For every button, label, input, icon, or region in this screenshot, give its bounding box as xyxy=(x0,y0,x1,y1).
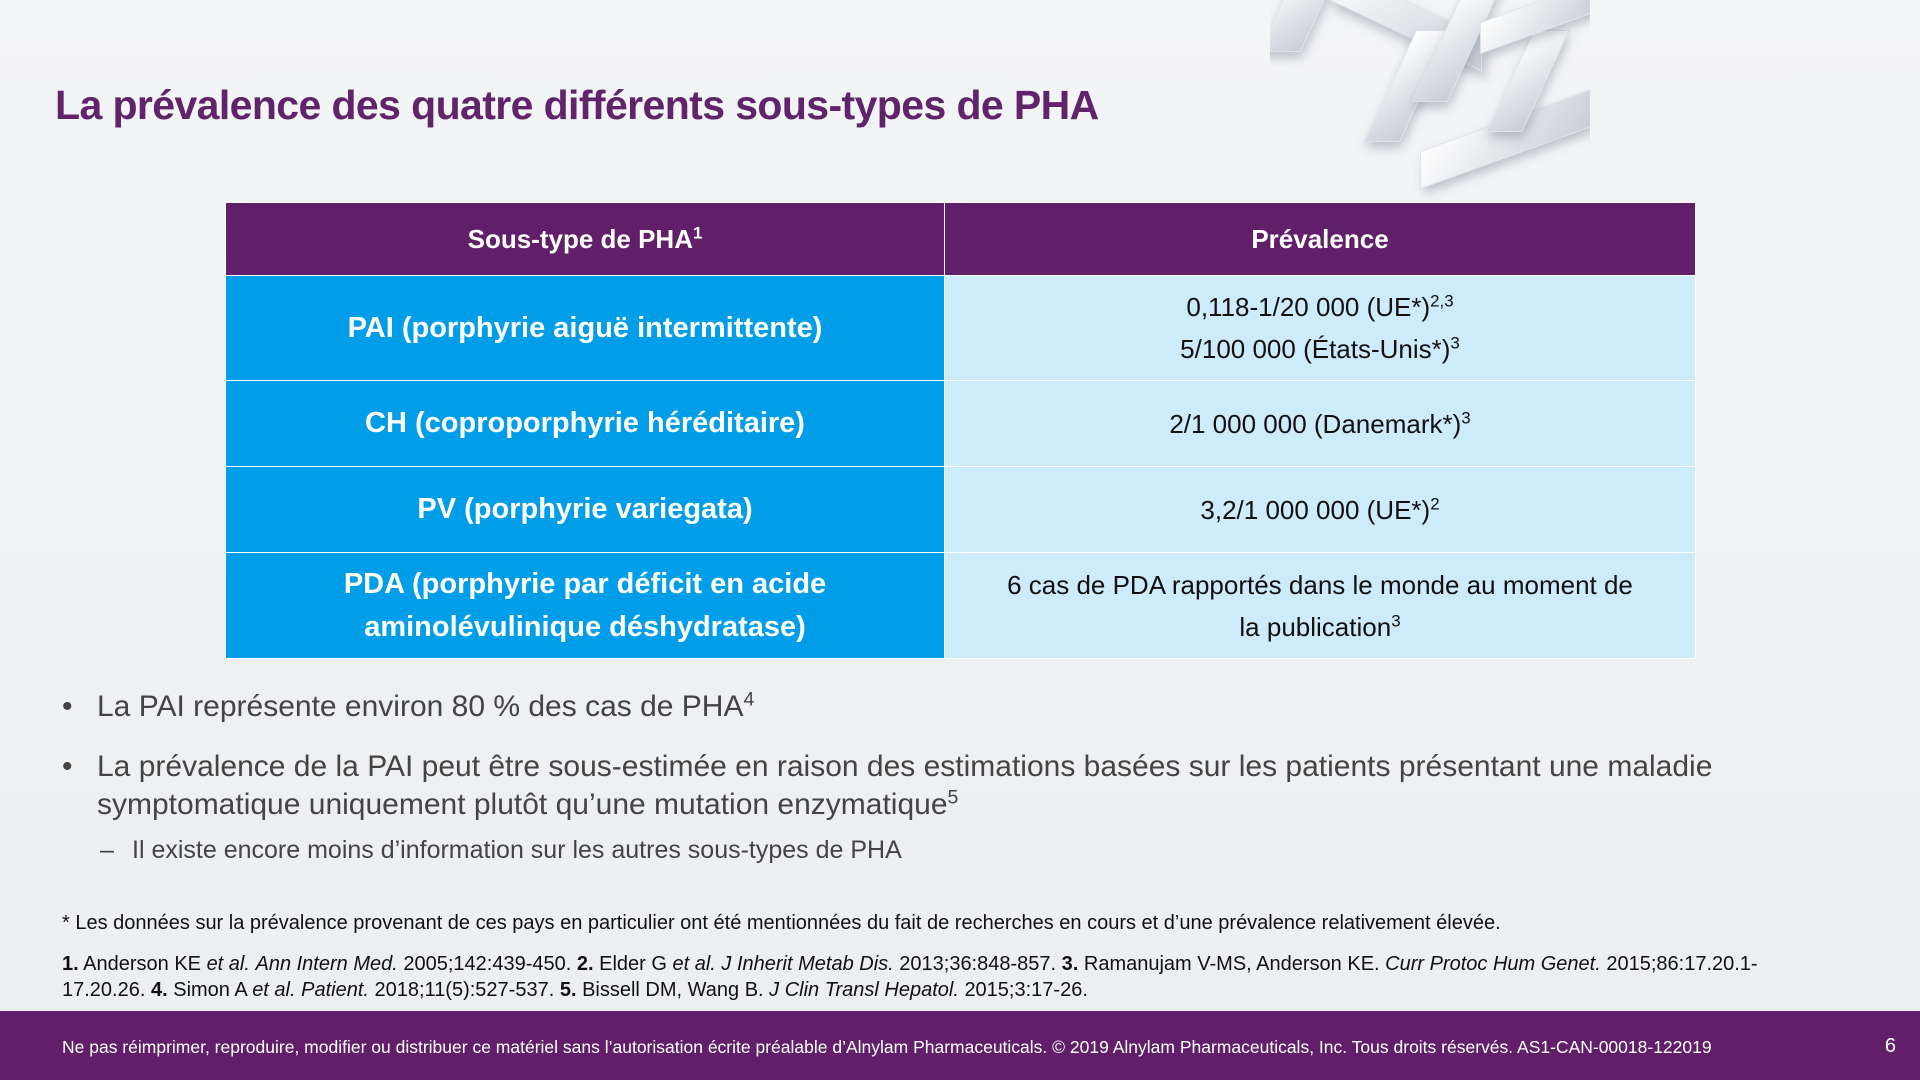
table-row xyxy=(226,467,1696,553)
bullet-text: La prévalence de la PAI peut être sous-estimée en raison des estimations basées sur les patients présentant une maladie xyxy=(97,750,1713,783)
bullet-text: symptomatique uniquement plutôt qu’une mutation enzymatique xyxy=(97,788,948,821)
reference-item xyxy=(62,953,571,975)
ref-journal: Ann Intern Med. xyxy=(255,953,398,975)
prevalence-cell xyxy=(945,276,1696,381)
footnote: * Les données sur la prévalence provenant de ces pays en particulier ont été mentionnées du fait de recherches en cours et d’une prévalence relativement élevée. xyxy=(62,912,1501,934)
header-prevalence: Prévalence xyxy=(945,203,1696,276)
bullet-item xyxy=(62,688,1862,726)
table-header-row xyxy=(226,203,1696,276)
prevalence-cell xyxy=(945,381,1696,467)
ref-sup: 3 xyxy=(1450,333,1460,353)
ref-authors: Ramanujam V-MS, Anderson KE. xyxy=(1083,953,1380,975)
ref-etal: et al. xyxy=(206,953,250,975)
ref-number: 3. xyxy=(1061,953,1079,975)
table-row xyxy=(226,276,1696,381)
ref-sup: 5 xyxy=(947,786,959,809)
legal-notice: Ne pas réimprimer, reproduire, modifier ou distribuer ce matériel sans l’autorisation écrite préalable d’Alnylam Pharmaceuticals. © 2019 Alnylam Pharmaceuticals, Inc. Tous droits réservés. AS1-CAN-00018-122019 xyxy=(62,1037,1712,1057)
subtype-cell: CH (coproporphyrie héréditaire) xyxy=(226,381,945,467)
bullet-line xyxy=(97,786,1862,824)
ref-details: 2015;3:17-26. xyxy=(964,979,1088,1001)
header-subtype xyxy=(226,203,945,276)
header-subtype-ref: 1 xyxy=(692,223,703,243)
table-row xyxy=(226,381,1696,467)
reference-item xyxy=(560,979,1088,1001)
prevalence-table xyxy=(225,202,1696,659)
ref-details: 2018;11(5):527-537. xyxy=(374,979,555,1001)
reference-item xyxy=(151,979,554,1001)
ref-authors: Anderson KE xyxy=(83,953,201,975)
sub-bullet-text: Il existe encore moins d’information sur les autres sous-types de PHA xyxy=(132,836,902,864)
prevalence-line xyxy=(946,286,1694,328)
ref-number: 4. xyxy=(150,979,168,1001)
slide-title: La prévalence des quatre différents sous-types de PHA xyxy=(55,82,1099,128)
subtype-line: aminolévulinique déshydratase) xyxy=(364,610,806,643)
subtype-line: PDA (porphyrie par déficit en acide xyxy=(343,567,827,600)
prevalence-cell xyxy=(945,553,1696,659)
prevalence-text: 6 cas de PDA rapportés dans le monde au moment de xyxy=(1007,569,1633,600)
prevalence-line xyxy=(946,606,1694,648)
maze-decoration xyxy=(1270,0,1590,200)
prevalence-line xyxy=(946,328,1694,370)
ref-journal: Patient. xyxy=(301,979,369,1001)
ref-sup: 3 xyxy=(1391,611,1401,631)
ref-details: 2015;86:17.20.1-17.20.26. xyxy=(62,953,1758,1001)
ref-authors: Simon A xyxy=(173,979,247,1001)
prevalence-text: 0,118-1/20 000 (UE*) xyxy=(1186,292,1431,322)
table-row xyxy=(226,553,1696,659)
prevalence-text: 5/100 000 (États-Unis*) xyxy=(1180,334,1451,364)
ref-number: 1. xyxy=(62,953,79,975)
prevalence-text: 3,2/1 000 000 (UE*) xyxy=(1200,494,1431,525)
sub-bullet-item xyxy=(62,834,1862,866)
ref-authors: Elder G xyxy=(599,953,667,975)
ref-number: 2. xyxy=(576,953,594,975)
ref-sup: 2 xyxy=(1430,494,1440,514)
prevalence-cell xyxy=(945,467,1696,553)
bullet-icon: • xyxy=(62,750,73,783)
bullet-list xyxy=(62,688,1862,866)
ref-details: 2013;36:848-857. xyxy=(899,953,1057,975)
bullet-icon: • xyxy=(62,690,73,723)
ref-details: 2005;142:439-450. xyxy=(403,953,572,975)
ref-sup: 3 xyxy=(1461,408,1471,428)
bullet-text: La PAI représente environ 80 % des cas de PHA xyxy=(97,690,744,723)
prevalence-text: la publication xyxy=(1239,611,1392,642)
reference-item xyxy=(577,953,1056,975)
ref-journal: Curr Protoc Hum Genet. xyxy=(1385,953,1601,975)
subtype-cell xyxy=(226,553,945,659)
ref-sup: 4 xyxy=(743,688,755,711)
ref-number: 5. xyxy=(559,979,577,1001)
page-number: 6 xyxy=(1884,1035,1896,1057)
ref-authors: Bissell DM, Wang B. xyxy=(582,979,764,1001)
bullet-item xyxy=(62,748,1862,824)
ref-journal: J Clin Transl Hepatol. xyxy=(769,979,959,1001)
footer-bar xyxy=(0,1011,1920,1080)
subtype-cell: PAI (porphyrie aiguë intermittente) xyxy=(226,276,945,381)
ref-sup: 2,3 xyxy=(1430,291,1454,311)
references xyxy=(62,951,1762,1003)
dash-icon: – xyxy=(100,836,114,864)
ref-etal: et al. xyxy=(252,979,296,1001)
ref-journal: J Inherit Metab Dis. xyxy=(721,953,894,975)
header-subtype-text: Sous-type de PHA xyxy=(467,223,693,254)
prevalence-text: 2/1 000 000 (Danemark*) xyxy=(1169,408,1462,439)
subtype-cell: PV (porphyrie variegata) xyxy=(226,467,945,553)
ref-etal: et al. xyxy=(672,953,716,975)
